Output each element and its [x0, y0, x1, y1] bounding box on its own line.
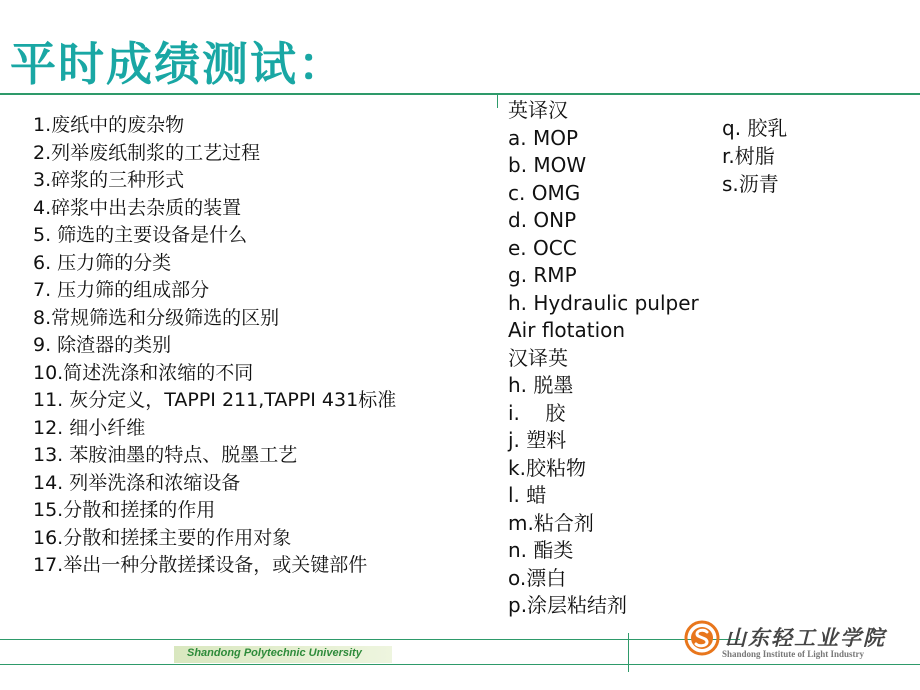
- question-item: 14. 列举洗涤和浓缩设备: [33, 471, 241, 494]
- term-item: o.漂白: [508, 565, 567, 590]
- term-item: e. OCC: [508, 235, 577, 260]
- term-item: a. MOP: [508, 125, 579, 150]
- cn-to-en-heading: 汉译英: [508, 345, 568, 370]
- footer-university-name: Shandong Polytechnic University: [187, 647, 362, 659]
- question-item: 10.简述洗涤和浓缩的不同: [33, 361, 254, 384]
- en-to-cn-heading: 英译汉: [508, 98, 568, 122]
- question-item: 11. 灰分定义，TAPPI 211,TAPPI 431标准: [33, 389, 397, 411]
- question-item: 1.废纸中的废杂物: [33, 114, 185, 136]
- question-list: [33, 112, 396, 580]
- logo-chinese-name: 山东轻工业学院: [725, 625, 886, 650]
- question-item: 16.分散和搓揉主要的作用对象: [33, 526, 292, 549]
- header-divider: [0, 93, 920, 95]
- logo-english-name: Shandong Institute of Light Industry: [722, 649, 865, 659]
- term-item: m.粘合剂: [508, 510, 594, 535]
- term-item: h. 脱墨: [508, 373, 574, 397]
- footer-divider-bottom: [0, 664, 920, 665]
- question-item: 12. 细小纤维: [33, 416, 146, 439]
- question-item: 6. 压力筛的分类: [33, 251, 172, 274]
- translation-list: [508, 97, 699, 620]
- question-item: 7. 压力筛的组成部分: [33, 279, 210, 301]
- term-item: n. 酯类: [508, 538, 574, 562]
- question-item: 3.碎浆的三种形式: [33, 169, 185, 191]
- term-item: b. MOW: [508, 153, 587, 177]
- term-item: g. RMP: [508, 263, 577, 287]
- question-item: 5. 筛选的主要设备是什么: [33, 224, 248, 246]
- term-item: i. 胶: [508, 400, 566, 425]
- term-item: l. 蜡: [508, 483, 547, 507]
- term-item: h. Hydraulic pulper: [508, 290, 699, 315]
- question-item: 15.分散和搓揉的作用: [33, 499, 216, 521]
- term-item: Air flotation: [508, 318, 626, 342]
- question-item: 2.列举废纸制浆的工艺过程: [33, 141, 261, 164]
- footer-divider: [0, 639, 740, 640]
- question-item: 17.举出一种分散搓揉设备，或关键部件: [33, 554, 368, 576]
- slide-title: 平时成绩测试：: [10, 37, 346, 91]
- term-item: q. 胶乳: [722, 116, 788, 140]
- question-item: 13. 苯胺油墨的特点、脱墨工艺: [33, 444, 298, 466]
- term-item: s.沥青: [722, 172, 779, 196]
- term-item: d. ONP: [508, 208, 577, 232]
- question-item: 4.碎浆中出去杂质的装置: [33, 196, 242, 219]
- translation-list-extra: [722, 114, 787, 198]
- university-logo-icon: [684, 620, 720, 656]
- term-item: c. OMG: [508, 180, 581, 205]
- term-item: r.树脂: [722, 144, 775, 168]
- term-item: k.胶粘物: [508, 455, 586, 480]
- term-item: p.涂层粘结剂: [508, 593, 628, 617]
- question-item: 9. 除渣器的类别: [33, 334, 172, 356]
- header-divider-tick: [497, 95, 498, 108]
- footer-divider-vertical: [628, 633, 629, 672]
- question-item: 8.常规筛选和分级筛选的区别: [33, 306, 280, 329]
- term-item: j. 塑料: [508, 428, 567, 452]
